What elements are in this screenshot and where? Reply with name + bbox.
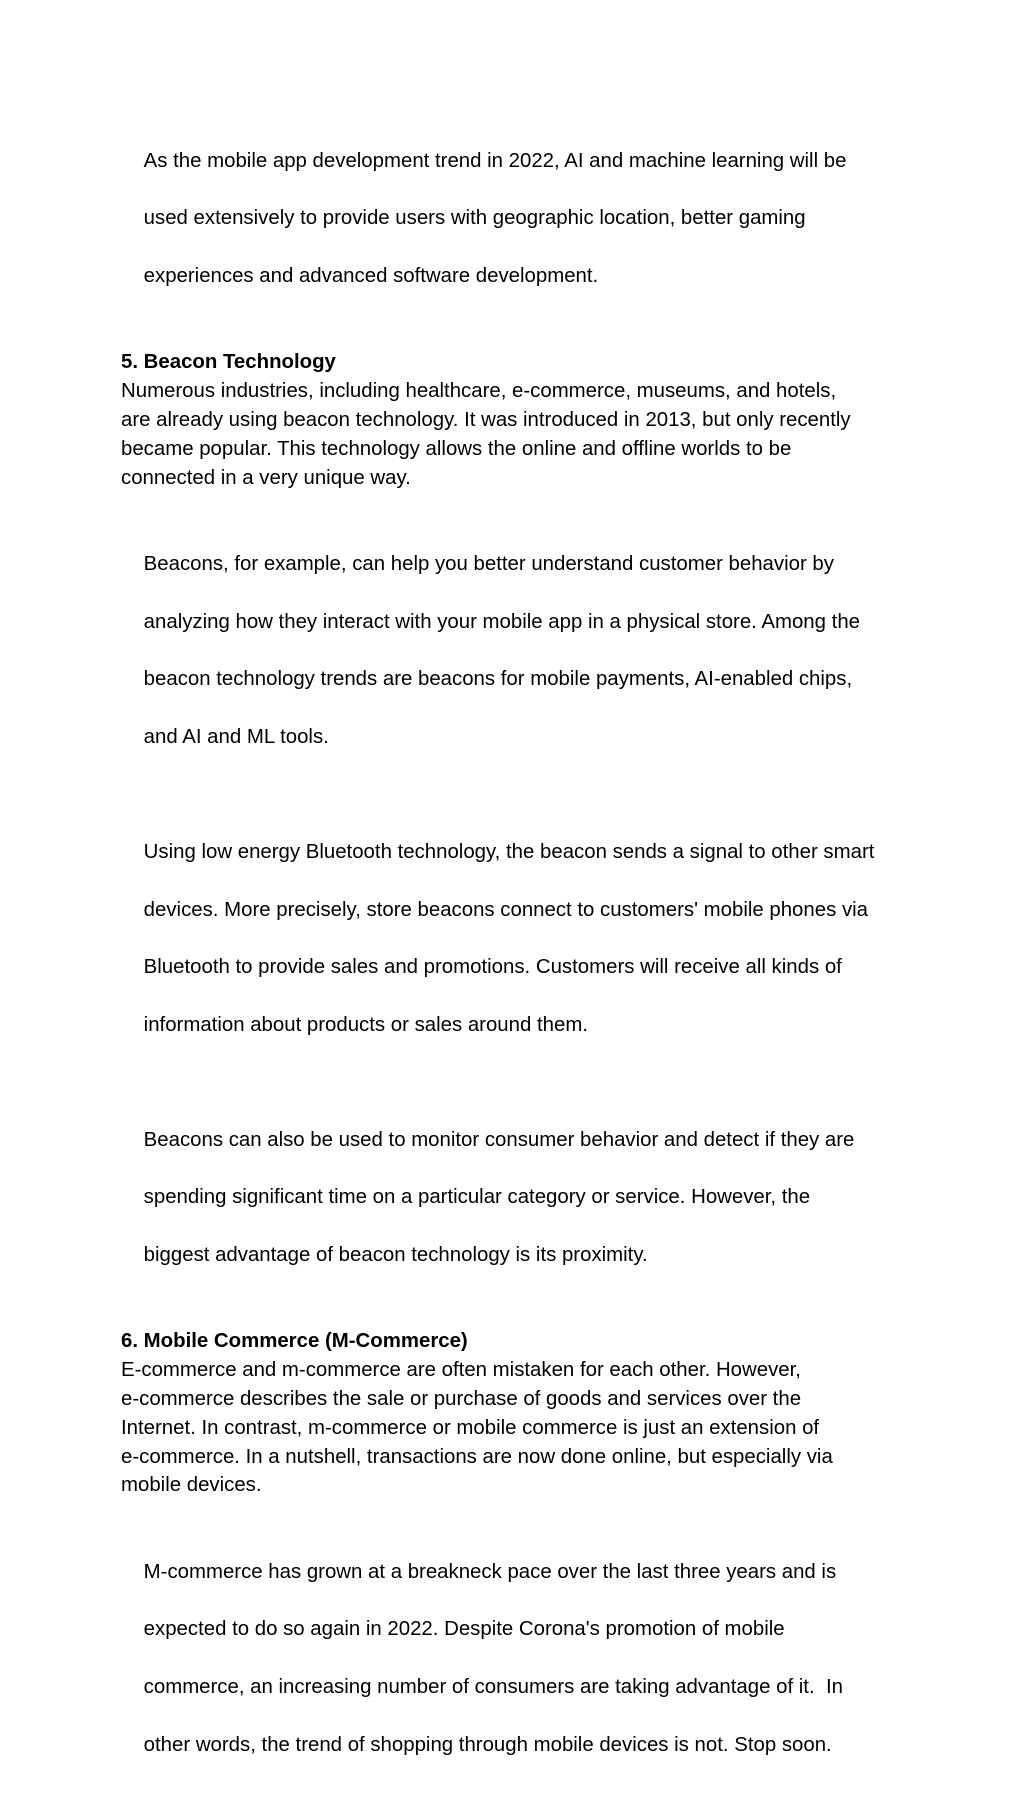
text-line: experiences and advanced software development. [143,264,599,287]
text-line: are already using beacon technology. It was introduced in 2013, but only recently [121,408,851,431]
text-line: spending significant time on a particular category or service. However, the [143,1186,811,1209]
beacon-paragraph-4 [121,1097,921,1299]
text-line: Bluetooth to provide sales and promotions. Customers will receive all kinds of [143,956,842,979]
beacon-paragraph-2 [121,521,921,780]
text-line: Beacons can also be used to monitor consumer behavior and detect if they are [143,1128,855,1151]
text-line: biggest advantage of beacon technology is its proximity. [143,1244,648,1267]
mcommerce-paragraph-2 [121,1529,921,1788]
text-line: Using low energy Bluetooth technology, the beacon sends a signal to other smart [143,840,875,863]
text-line: E-commerce and m-commerce are often mistaken for each other. However, [121,1359,801,1382]
text-line: Beacons, for example, can help you better understand customer behavior by [143,552,834,575]
beacon-paragraph-3 [121,809,921,1068]
text-line: expected to do so again in 2022. Despite Corona's promotion of mobile [143,1618,785,1641]
text-line: As the mobile app development trend in 2022, AI and machine learning will be [143,149,847,172]
text-line: M-commerce has grown at a breakneck pace over the last three years and is [143,1560,837,1583]
text-line: devices. More precisely, store beacons connect to customers' mobile phones via [143,898,869,921]
text-line: mobile devices. [121,1474,262,1497]
text-line: e-commerce. In a nutshell, transactions are now done online, but especially via [121,1445,833,1468]
section-heading-mobile-commerce: 6. Mobile Commerce (M-Commerce) [121,1330,468,1353]
text-line: connected in a very unique way. [121,466,411,489]
beacon-paragraph-1 [121,377,921,492]
text-line: other words, the trend of shopping through mobile devices is not. Stop soon. [143,1733,832,1756]
text-line: commerce, an increasing number of consumers are taking advantage of it. In [143,1676,843,1699]
text-line: beacon technology trends are beacons for mobile payments, AI-enabled chips, [143,668,853,691]
text-line: Internet. In contrast, m-commerce or mobile commerce is just an extension of [121,1416,820,1439]
text-line: e-commerce describes the sale or purchase of goods and services over the [121,1388,802,1411]
intro-paragraph [121,118,921,320]
text-line: used extensively to provide users with geographic location, better gaming [143,207,806,230]
text-line: information about products or sales around them. [143,1013,588,1036]
mcommerce-paragraph-1 [121,1356,921,1500]
text-line: became popular. This technology allows the online and offline worlds to be [121,437,792,460]
section-heading-beacon-technology: 5. Beacon Technology [121,351,336,374]
text-line: Numerous industries, including healthcare, e-commerce, museums, and hotels, [121,380,837,403]
text-line: analyzing how they interact with your mobile app in a physical store. Among the [143,610,861,633]
text-line: and AI and ML tools. [143,725,329,748]
document-page [121,118,921,1817]
